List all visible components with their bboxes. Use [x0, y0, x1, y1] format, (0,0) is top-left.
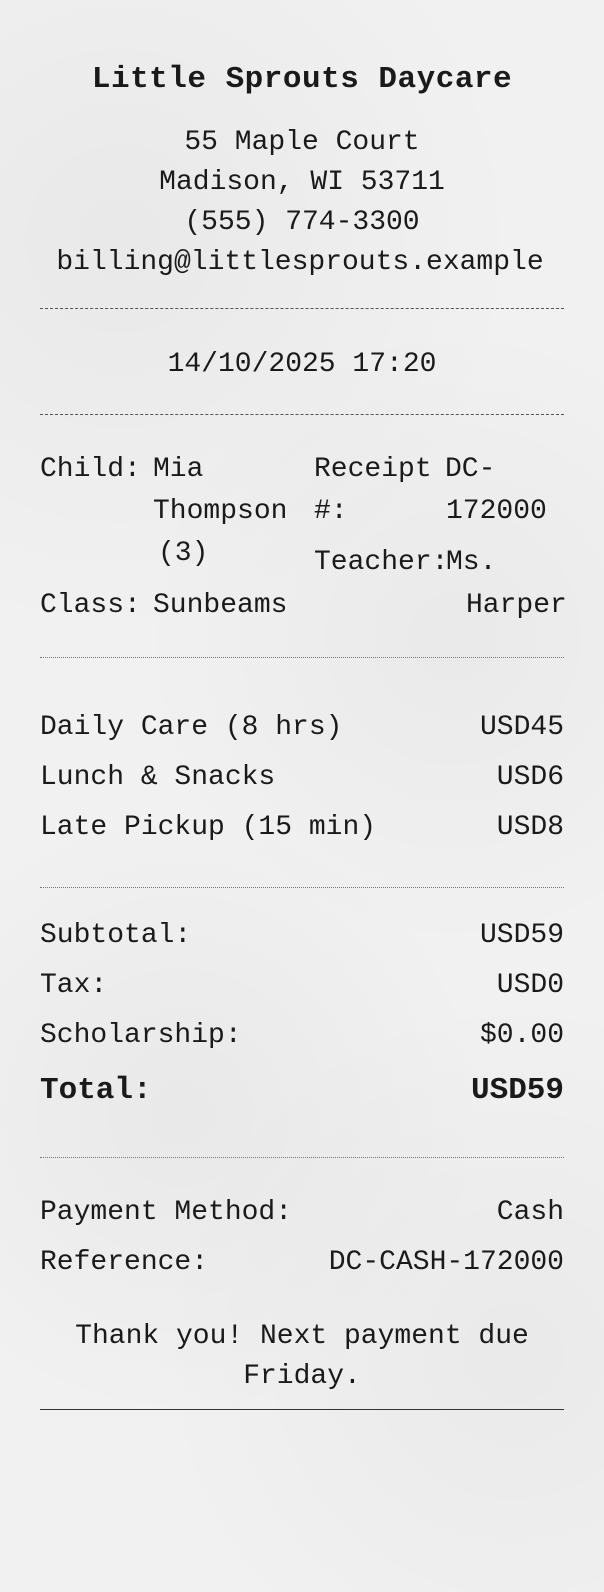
business-address-line2: Madison, WI 53711: [159, 167, 445, 198]
subtotal-label: Subtotal:: [40, 920, 192, 951]
business-email: billing@littlesprouts.example: [56, 247, 544, 278]
receipt-datetime: 14/10/2025 17:20: [167, 349, 437, 380]
class-label: Class:: [40, 590, 141, 621]
subtotal-value: USD59: [479, 920, 564, 951]
receipt-number-label-line2: #:: [314, 496, 348, 527]
divider: [40, 414, 564, 415]
teacher-value-line1: Ms.: [446, 547, 497, 578]
child-age: (3): [158, 538, 209, 569]
teacher-value-line2: Harper: [466, 590, 567, 621]
line-item-description: Late Pickup (15 min): [40, 812, 377, 843]
child-name-line1: Mia: [153, 454, 204, 485]
line-item-description: Lunch & Snacks: [40, 762, 276, 793]
reference-value: DC-CASH-172000: [328, 1247, 564, 1278]
line-item-description: Daily Care (8 hrs): [40, 712, 343, 743]
receipt-number-value-line1: DC-: [445, 454, 496, 485]
thank-you-message: Thank you! Next payment due Friday.: [75, 1321, 529, 1392]
reference-label: Reference:: [40, 1247, 209, 1278]
line-item-amount: USD45: [479, 712, 564, 743]
business-address-line1: 55 Maple Court: [184, 127, 420, 158]
scholarship-label: Scholarship:: [40, 1020, 242, 1051]
class-value: Sunbeams: [153, 590, 288, 621]
business-phone: (555) 774-3300: [184, 207, 420, 238]
line-item-amount: USD6: [496, 762, 564, 793]
divider: [40, 1157, 564, 1158]
teacher-label: Teacher:: [314, 547, 449, 578]
child-label: Child:: [40, 454, 141, 485]
tax-value: USD0: [496, 970, 564, 1001]
payment-method-value: Cash: [496, 1197, 564, 1228]
child-name-line2: Thompson: [153, 496, 288, 527]
total-value: USD59: [470, 1073, 564, 1108]
divider: [40, 657, 564, 658]
divider: [40, 887, 564, 888]
payment-method-label: Payment Method:: [40, 1197, 293, 1228]
total-label: Total:: [40, 1073, 152, 1108]
receipt-number-label-line1: Receipt: [314, 454, 432, 485]
receipt-number-value-line2: 172000: [446, 496, 547, 527]
tax-label: Tax:: [40, 970, 108, 1001]
divider: [40, 308, 564, 309]
business-name: Little Sprouts Daycare: [91, 62, 513, 97]
divider: [40, 1409, 564, 1410]
line-item-amount: USD8: [496, 812, 564, 843]
scholarship-value: $0.00: [479, 1020, 564, 1051]
